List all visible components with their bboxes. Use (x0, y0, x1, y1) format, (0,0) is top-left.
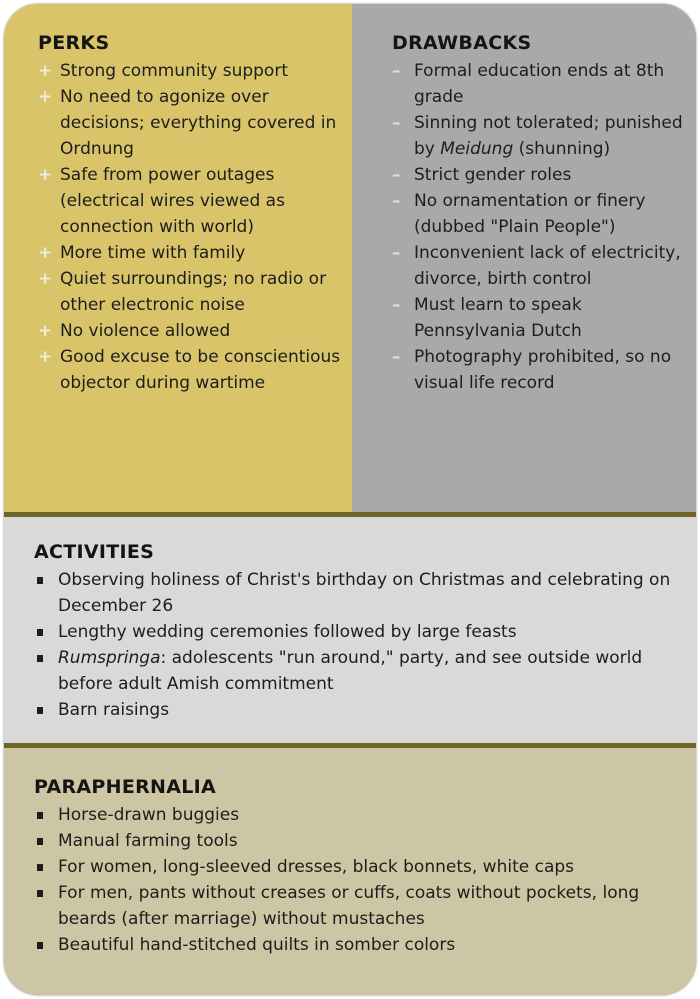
activities-section (4, 517, 696, 743)
plus-icon: + (38, 165, 53, 185)
activities-list (34, 567, 684, 723)
item-text: : adolescents "run around," party, and see outside world before adult Amish commitment (58, 648, 643, 694)
item-text: Photography prohibited, so no visual life record (414, 347, 672, 393)
perks-section (4, 4, 352, 512)
bullet-icon (37, 655, 43, 662)
plus-icon: + (38, 269, 53, 289)
list-item (390, 188, 690, 240)
bullet-icon (37, 864, 43, 871)
minus-icon: – (392, 295, 401, 315)
activities-title: ACTIVITIES (34, 541, 155, 563)
list-item (390, 110, 690, 162)
item-text: Strong community support (60, 61, 288, 81)
item-text: No ornamentation or finery (dubbed "Plain People") (414, 191, 646, 237)
list-item (34, 828, 684, 854)
item-text: Quiet surroundings; no radio or other electronic noise (60, 269, 327, 315)
item-text: Sinning not tolerated; punished by (414, 113, 683, 159)
bullet-icon (37, 629, 43, 636)
item-text: For women, long-sleeved dresses, black bonnets, white caps (58, 857, 575, 877)
list-item (34, 854, 684, 880)
item-text: Observing holiness of Christ's birthday on Christmas and celebrating on December 26 (58, 570, 671, 616)
list-item (34, 567, 684, 619)
bullet-icon (37, 707, 43, 714)
list-item (36, 240, 346, 266)
bullet-icon (37, 577, 43, 584)
item-text: Manual farming tools (58, 831, 238, 851)
list-item (390, 58, 690, 110)
plus-icon: + (38, 347, 53, 367)
item-text: Barn raisings (58, 700, 170, 720)
minus-icon: – (392, 347, 401, 367)
drawbacks-list (390, 58, 690, 396)
bullet-icon (37, 838, 43, 845)
list-item (36, 58, 346, 84)
list-item (34, 932, 684, 958)
list-item (390, 240, 690, 292)
minus-icon: – (392, 243, 401, 263)
list-item (390, 292, 690, 344)
minus-icon: – (392, 61, 401, 81)
plus-icon: + (38, 87, 53, 107)
list-item (36, 84, 346, 162)
item-italic-term: Rumspringa (58, 648, 161, 668)
perks-title: PERKS (38, 32, 110, 54)
list-item (36, 162, 346, 240)
plus-icon: + (38, 61, 53, 81)
minus-icon: – (392, 165, 401, 185)
item-italic-term: Meidung (440, 139, 514, 159)
bullet-icon (37, 890, 43, 897)
item-text: Safe from power outages (electrical wires viewed as connection with world) (60, 165, 285, 237)
item-text: Strict gender roles (414, 165, 572, 185)
list-item (34, 645, 684, 697)
list-item (34, 697, 684, 723)
minus-icon: – (392, 191, 401, 211)
bullet-icon (37, 942, 43, 949)
paraphernalia-title: PARAPHERNALIA (34, 776, 217, 798)
list-item (34, 619, 684, 645)
plus-icon: + (38, 321, 53, 341)
item-text: Inconvenient lack of electricity, divorce, birth control (414, 243, 681, 289)
item-text: No violence allowed (60, 321, 231, 341)
drawbacks-title: DRAWBACKS (392, 32, 532, 54)
paraphernalia-section (4, 748, 696, 995)
item-text: Beautiful hand-stitched quilts in somber colors (58, 935, 456, 955)
perks-list (36, 58, 346, 396)
bullet-icon (37, 812, 43, 819)
list-item (36, 344, 346, 396)
minus-icon: – (392, 113, 401, 133)
item-text: No need to agonize over decisions; everything covered in Ordnung (60, 87, 337, 159)
list-item (390, 162, 690, 188)
info-card (4, 4, 696, 995)
list-item (390, 344, 690, 396)
plus-icon: + (38, 243, 53, 263)
item-text: For men, pants without creases or cuffs, coats without pockets, long beards (after marriage) without mustaches (58, 883, 640, 929)
drawbacks-section (352, 4, 696, 512)
item-text: (shunning) (513, 139, 611, 159)
list-item (36, 266, 346, 318)
item-text: Horse-drawn buggies (58, 805, 240, 825)
item-text: Must learn to speak Pennsylvania Dutch (414, 295, 582, 341)
item-text: Good excuse to be conscientious objector during wartime (60, 347, 341, 393)
item-text: Formal education ends at 8th grade (414, 61, 665, 107)
perks-drawbacks-panel (4, 4, 696, 512)
list-item (34, 880, 684, 932)
list-item (34, 802, 684, 828)
item-text: More time with family (60, 243, 246, 263)
list-item (36, 318, 346, 344)
paraphernalia-list (34, 802, 684, 958)
item-text: Lengthy wedding ceremonies followed by large feasts (58, 622, 517, 642)
